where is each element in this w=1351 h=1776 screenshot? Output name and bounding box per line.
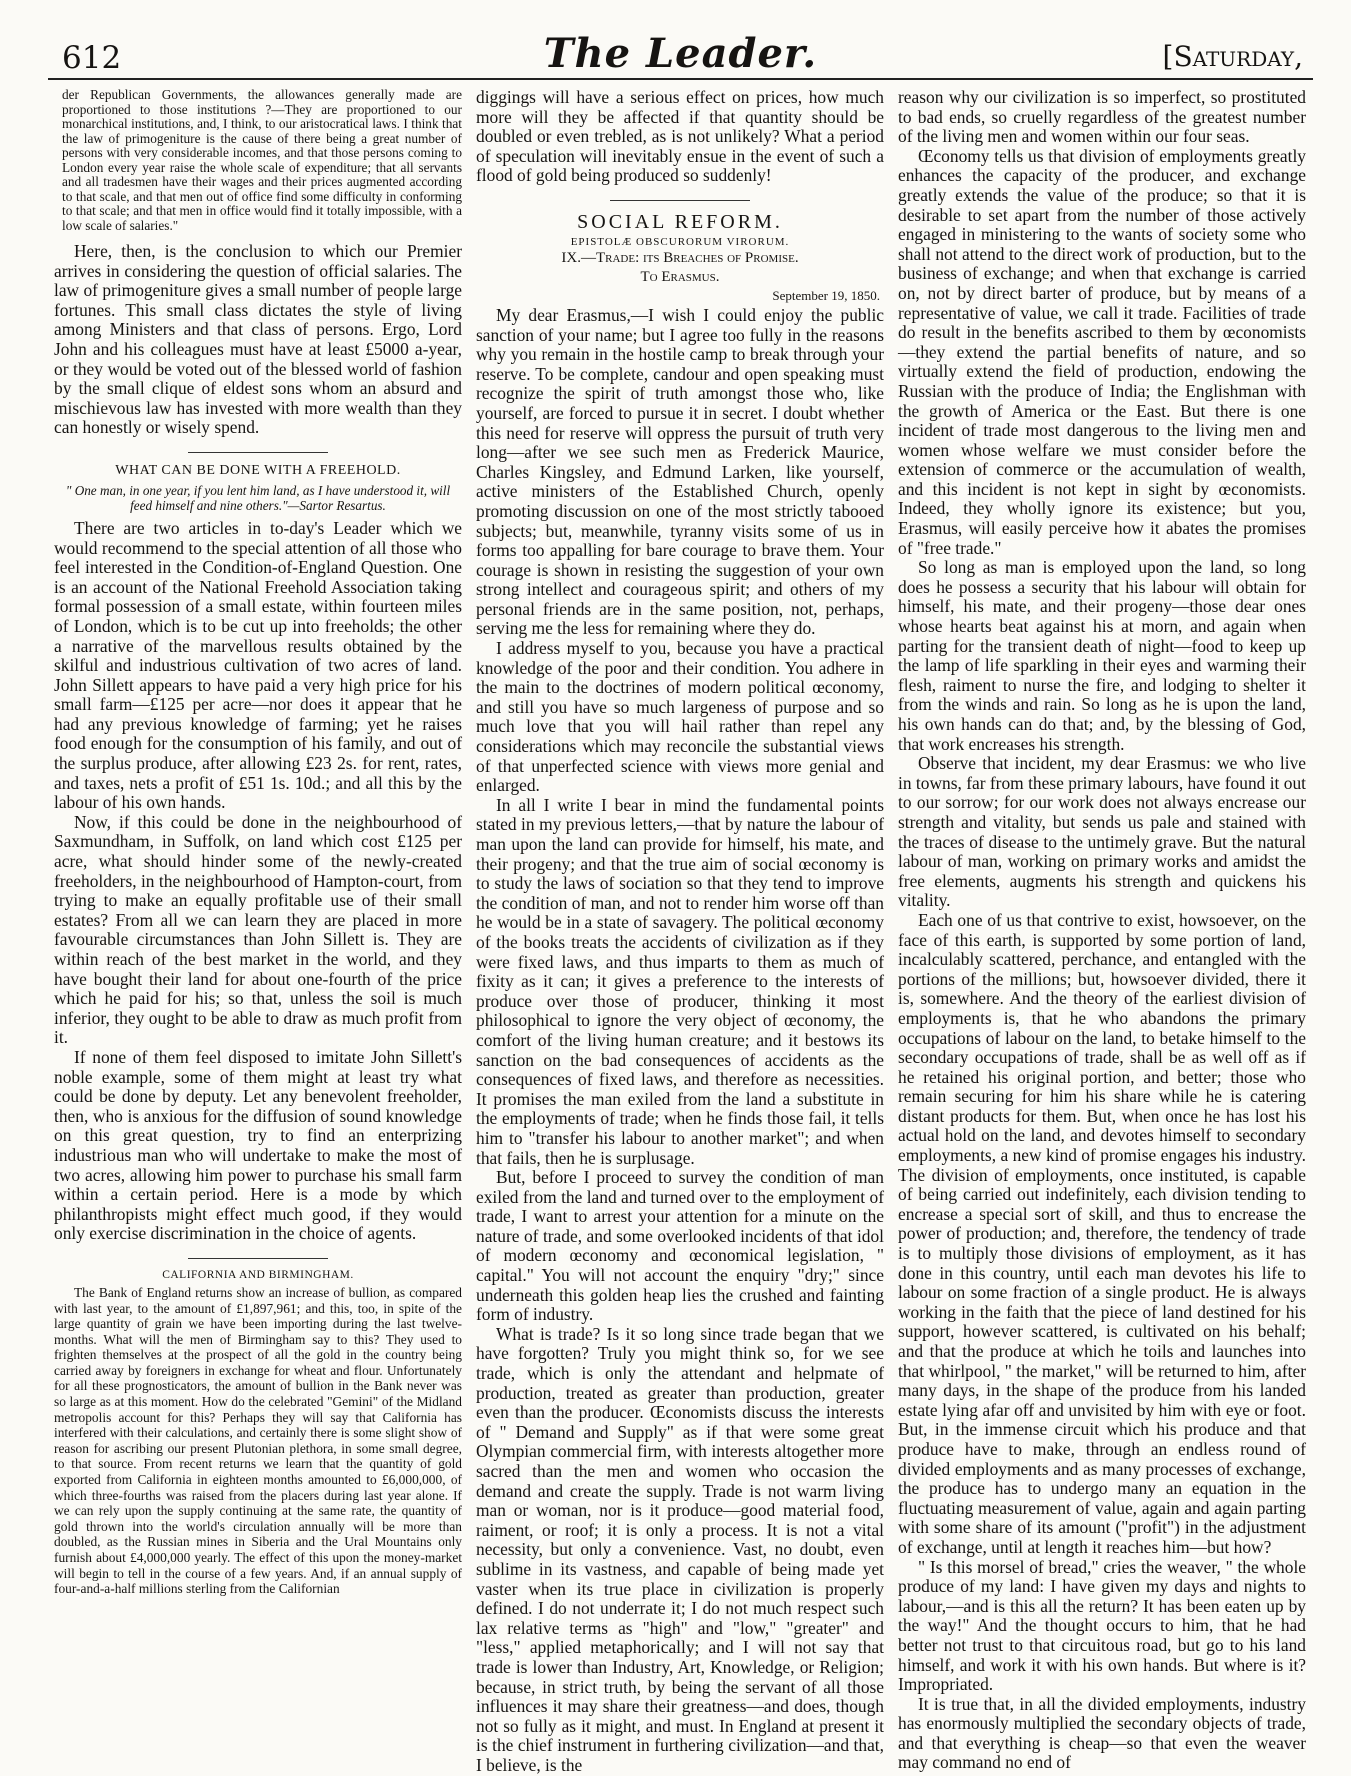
letter-addressee: To Erasmus. <box>640 268 720 285</box>
paragraph: reason why our civilization is so imperfect, so prostituted to bad ends, so cruelly regardless of the greatest number of the living men and women within our four seas. <box>898 87 1306 147</box>
subsection-title: CALIFORNIA AND BIRMINGHAM. <box>162 1268 354 1281</box>
column-2 <box>476 87 884 1775</box>
masthead: The Leader. <box>543 30 818 77</box>
newspaper-page <box>48 20 1313 1775</box>
paragraph: I address myself to you, because you have a practical knowledge of the poor and their condition. You adhere in the main to the doctrines of modern political œconomy, and still you have so much largeness of purpose and so much love that you will hail rather than repel any considerations which may reconcile the substantial views of that unperfected science with views more genial and enlarged. <box>476 638 884 796</box>
paragraph: There are two articles in to-day's Leader which we would recommend to the special attention of all those who feel interested in the Condition-of-England Question. One is an account of the National Freehold Association taking formal possession of a small estate, within fourteen miles of London, which is to be cut up into freeholds; the other a narrative of the marvellous results obtained by the skilful and industrious cultivation of two acres of land. John Sillett appears to have paid a very high price for his small farm—£125 per acre—nor does it appear that he had any previous knowledge of farming; yet he raises food enough for the consumption of his family, and out of the surplus produce, after allowing £23 2s. for rent, rates, and taxes, nets a profit of £51 1s. 10d.; and all this by the labour of his own hands. <box>54 517 462 813</box>
paragraph: What is trade? Is it so long since trade began that we have forgotten? Truly you might think so, for we see trade, which is only the attendant and helpmate of production, treated as greater than production, greater even than the producer. Œconomists discuss the interests of " Demand and Supply" as if that were some great Olympian commercial firm, with interests altogether more sacred than the men and women who occasion the demand and create the supply. Trade is not warm living man or woman, nor is it produce—good material food, raiment, or roof; it is only a process. It is not a vital necessity, but only a convenience. Vast, no doubt, even sublime in its vastness, and capable of being made yet vaster when its true place in civilization is properly defined. I do not underrate it; I do not much respect such lax relative terms as "high" and "low," "greater" and "less," applied metaphorically; and I will not say that trade is lower than Industry, Art, Knowledge, or Religion; because, in strict truth, by being the servant of all those influences it may share their greatness—and does, though not so fully as it might, and must. In England at present it is the chief instrument in furthering civilization—and that, I believe, is the <box>476 1323 884 1775</box>
article-title: SOCIAL REFORM. <box>577 210 783 233</box>
paragraph: Each one of us that contrive to exist, howsoever, on the face of this earth, is supported by some portion of land, incalculably scattered, perchance, and entangled with the portions of the millions; but, howsoever divided, there it is, somewhere. And the theory of the earliest division of employments is, that he who abandons the primary occupations of labour on the land, to betake himself to the secondary occupations of trade, shall be as well off as if he retained his original portion, and better; those who remain securing for him his share while he is catering distant products for them. But, when once he has lost his actual hold on the land, and devotes himself to secondary employments, a new kind of promise engages his industry. The division of employments, once instituted, is capable of being carried out indefinitely, each division tending to encrease a special sort of skill, and thus to encrease the power of production; and, therefore, the tendency of trade is to multiply those divisions of employment, as it has done in this country, until each man devotes his life to labour on some fraction of a single product. He is always working in the faith that the piece of land destined for his support, however scattered, is cultivated on his behalf; and that the produce at which he toils and launches into that whirlpool, " the market," will be returned to him, after many days, in the shape of the produce from his landed estate lying afar off and unvisited by him with eye or foot. But, in the immense circuit which his produce and that produce have to make, through an endless round of divided employments and as many processes of exchange, the produce has to undergo many an equation in the fluctuating measurement of value, again and again parting with some share of its amount ("profit") in the adjustment of exchange, until at length it reaches him—but how? <box>898 909 1306 1557</box>
section-title: WHAT CAN BE DONE WITH A FREEHOLD. <box>115 462 401 478</box>
letter-title: IX.—Trade: its Breaches of Promise. <box>561 249 799 266</box>
quote-paragraph: der Republican Governments, the allowances generally made are proportioned to those institutions ?—They are proportioned to our monarchical institutions, and, I think, to our aristocratical laws. I think that the law of primogeniture is the cause of there being a great number of persons with very considerable incomes, and that those persons coming to London every year raise the whole scale of expenditure; that all servants and all tradesmen have their wages and their prices augmented according to that scale, and that men out of office find some difficulty in conforming to that scale; and that men in office would find it totally impossible, with a low scale of salaries." <box>62 87 462 233</box>
paragraph: So long as man is employed upon the land, so long does he possess a security that his labour will obtain for himself, his mate, and their progeny—those dear ones whose hearts beat against his at morn, and again when parting for the transient death of night—food to keep up the lamp of life sparkling in their eyes and warming their flesh, raiment to nurse the fire, and lodging to shelter it from the winds and rain. So long as he is upon the land, his own hands can do that; and, by the blessing of God, that work encreases his strength. <box>898 557 1306 754</box>
page-number: 612 <box>62 40 122 76</box>
paragraph: But, before I proceed to survey the condition of man exiled from the land and turned over to the employment of trade, I want to arrest your attention for a minute on the nature of trade, and some overlooked incidents of that idol of modern œconomy and œconomical legislation, " capital." You will not account the enquiry "dry;" since underneath this golden heap lies the crushed and fainting form of industry. <box>476 1167 884 1325</box>
column-3 <box>898 87 1306 1773</box>
paragraph: Now, if this could be done in the neighbourhood of Saxmundham, in Suffolk, on land which cost £125 per acre, what should hinder some of the newly-created freeholders, in the neighbourhood of Hampton-court, from trying to make an equally profitable use of their small estates? From all we can learn they are placed in more favourable circumstances than John Sillett is. They are within reach of the best market in the world, and they have bought their land for about one-fourth of the price which he paid for his; so that, unless the soil is much inferior, they ought to be able to draw as much profit from it. <box>54 811 462 1048</box>
paragraph: Here, then, is the conclusion to which our Premier arrives in considering the question of official salaries. The law of primogeniture gives a small number of people large fortunes. This small class dictates the style of living among Ministers and that class of persons. Ergo, Lord John and his colleagues must have at least £5000 a-year, or they would be voted out of the blessed world of fashion by the small clique of eldest sons whom an absurd and mischievous law has invested with more wealth than they can honestly or wisely spend. <box>54 241 462 438</box>
epigraph: " One man, in one year, if you lent him land, as I have understood it, will feed himself and nine others."—Sartor Resartus. <box>65 482 451 513</box>
paragraph: It is true that, in all the divided employments, industry has enormously multiplied the secondary objects of trade, and that everything is cheap—so that even the weaver may command no end of <box>898 1693 1306 1773</box>
day-heading: [Saturday, <box>1162 40 1303 73</box>
paragraph: Observe that incident, my dear Erasmus: we who live in towns, far from these primary labours, have found it out to our sorrow; for our work does not always encrease our strength and vitality, but sends us pale and stained with the traces of disease to the untimely grave. But the natural labour of man, working on primary works and amidst the free elements, augments his strength and quickens his vitality. <box>898 753 1306 911</box>
paragraph: My dear Erasmus,—I wish I could enjoy the public sanction of your name; but I agree too fully in the reasons why you remain in the hostile camp to break through your reserve. To be complete, candour and open speaking must recognize the spirit of truth amongst those who, like yourself, are forced to pursue it in secret. I doubt whether this need for reserve will oppress the pursuit of truth very long—after we see such men as Frederick Maurice, Charles Kingsley, and Edmund Larken, like yourself, active ministers of the Established Church, openly promoting discussion on one of the most strictly tabooed subjects; but, meanwhile, tyranny visits some of us in forms too appalling for bare courage to brave them. Your courage is shown in resisting the suggestion of your own strong intellect and courageous spirit; and others of my personal friends are in the same position, not, perhaps, serving me the less for remaining where they do. <box>476 304 884 639</box>
paragraph: If none of them feel disposed to imitate John Sillett's noble example, some of them might at least try what could be done by deputy. Let any benevolent freeholder, then, who is anxious for the diffusion of sound knowledge on this great question, try to find an enterprizing industrious man who will undertake to make the most of two acres, allowing him power to purchase his small farm within a certain period. Here is a mode by which philanthropists might effect much good, if they would only exercise discrimination in the choice of agents. <box>54 1046 462 1244</box>
paragraph: In all I write I bear in mind the fundamental points stated in my previous letters,—that by nature the labour of man upon the land can provide for himself, his mate, and their progeny; and that the true aim of social œconomy is to study the laws of sociation so that they tend to improve the condition of man, and not to render him worse off than he would be in a state of savagery. The political œconomy of the books treats the accidents of civilization as if they were fixed laws, and thus imparts to them as much of fixity as it can; it gives a preference to the interests of produce over those of producer, thinking it most philosophical to ignore the very object of œconomy, the comfort of the living human creature; and it bestows its sanction on the bad consequences of accidents as the consequences of fixed laws, and therefore as necessities. It promises the man exiled from the land a substitute in the employments of trade; when he finds those fail, it tells him to "transfer his labour to another market"; and when that fails, then he is surplusage. <box>476 794 884 1168</box>
paragraph: Œconomy tells us that division of employments greatly enhances the capacity of the producer, and exchange greatly extends the value of the produce; so that it is desirable to set apart from the number of those actively engaged in ministering to the wants of society some who shall not attend to the direct work of production, but to the business of exchange; and when that exchange is carried on, not by direct barter of produce, but by means of a representative of value, we call it trade. Facilities of trade do result in the benefits ascribed to them by œconomists—they extend the partial benefits of nature, and so virtually extend the field of production, endowing the Russian with the produce of India; the Englishman with the growth of America or the East. But there is one incident of trade most dangerous to the living men and women whose welfare we must consider before the extension of commerce or the accumulation of wealth, and this incident is not kept in sight by œconomists. Indeed, they wholly ignore its existence; but you, Erasmus, will easily perceive how it abates the promises of "free trade." <box>898 145 1306 558</box>
paragraph: The Bank of England returns show an increase of bullion, as compared with last year, to the amount of £1,897,961; and this, too, in spite of the large quantity of grain we have been importing during the last twelve-months. What will the men of Birmingham say to this? They used to frighten themselves at the prospect of all the gold in the country being carried away by foreigners in exchange for wheat and flour. Unfortunately for all these prognosticators, the amount of bullion in the Bank never was so large as at this moment. How do the celebrated "Gemini" of the Midland metropolis account for this? Perhaps they will say that California has interfered with their calculations, and certainly there is some slight show of reason for ascribing our present Plutonian plethora, in some small degree, to that source. From recent returns we learn that the quantity of gold exported from California in eighteen months amounted to £6,000,000, of which three-fourths was raised from the placers during last year alone. If we can rely upon the supply continuing at the same rate, the quantity of gold thrown into the world's circulation annually will be more than doubled, as the Russian mines in Siberia and the Ural Mountains only furnish about £4,000,000 yearly. The effect of this upon the money-market will begin to tell in the course of a few years. And, if an annual supply of four-and-a-half millions sterling from the Californian <box>54 1284 462 1597</box>
section-divider <box>188 452 328 453</box>
section-divider <box>610 200 750 201</box>
section-divider <box>188 1258 328 1259</box>
page-header <box>48 20 1313 84</box>
column-1 <box>54 88 462 1740</box>
paragraph: " Is this morsel of bread," cries the weaver, " the whole produce of my land: I have given my days and nights to labour,—and is this all the return? It has been eaten up by the way!" And the thought occurs to him, that he had better not trust to that circuitous road, but go to his land himself, and work it with his own hands. But where is it? Impropriated. <box>898 1556 1306 1695</box>
article-subtitle: EPISTOLÆ OBSCURORUM VIRORUM. <box>570 235 790 248</box>
paragraph: diggings will have a serious effect on prices, how much more will they be affected if that quantity should be doubled or even trebled, as is not unlikely? What a period of speculation will inevitably ensue in the event of such a flood of gold being produced so suddenly! <box>476 87 884 186</box>
quoted-evidence <box>54 88 462 233</box>
header-rule <box>48 78 1313 80</box>
letter-date: September 19, 1850. <box>772 287 880 303</box>
